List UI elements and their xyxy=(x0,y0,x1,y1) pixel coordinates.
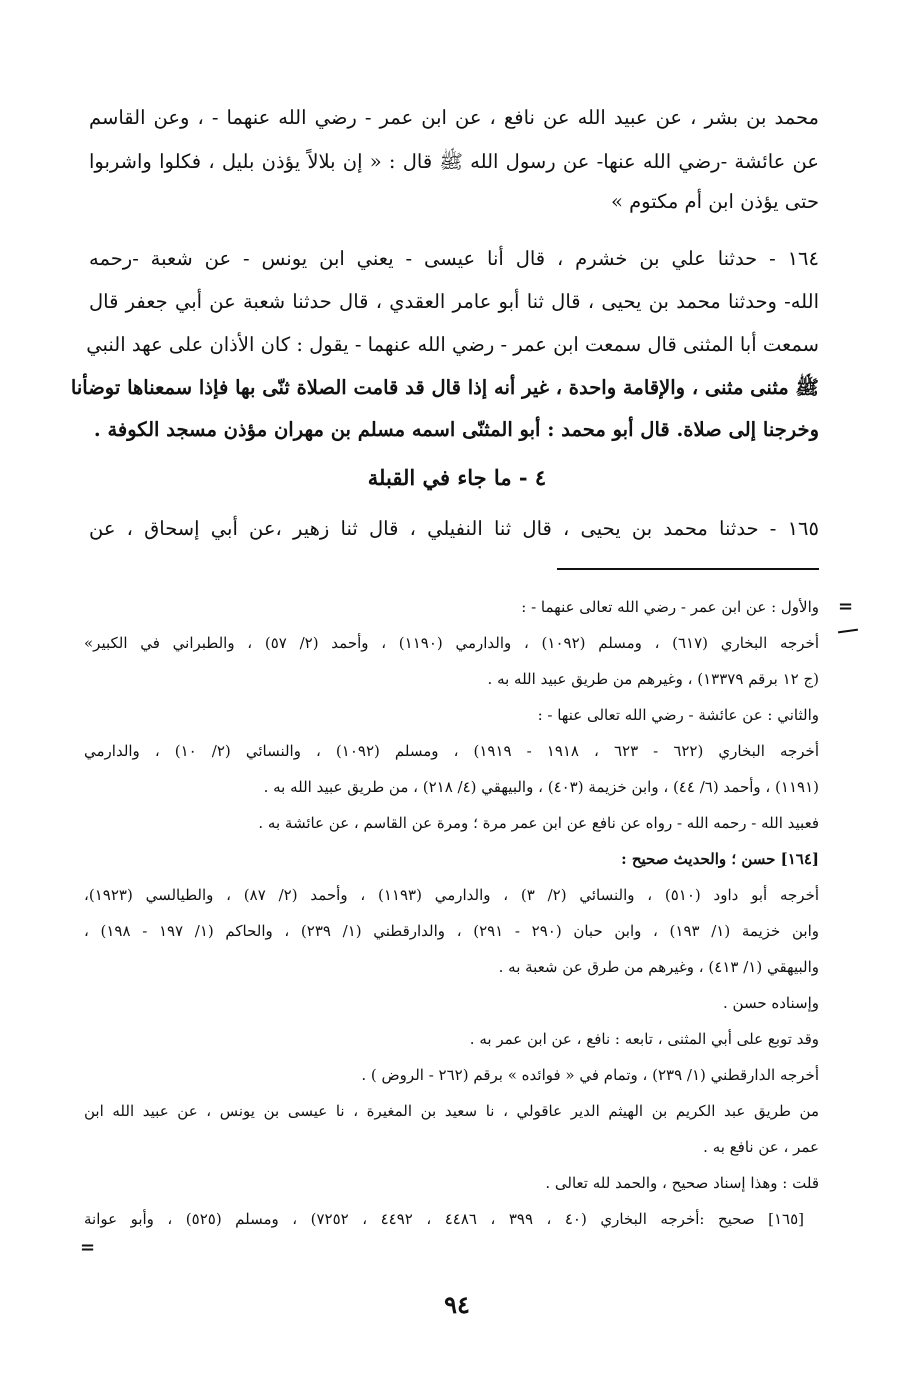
footnote-line-18: [١٦٥] صحيح :أخرجه البخاري (٤٠ ، ٣٩٩ ، ٤٤٨٦ ، ٤٤٩٢ ، ٧٢٥٢) ، ومسلم (٥٢٥) ، وأبو عوانة xyxy=(84,1210,804,1228)
footnote-line-1: والأول : عن ابن عمر - رضي الله تعالى عنهما - : xyxy=(521,598,819,616)
footnote-line-15: من طريق عبد الكريم بن الهيثم الدير عاقولي ، نا سعيد بن المغيرة ، نا عيسى بن يونس ، عن عبيد الله ابن xyxy=(84,1102,819,1120)
continuation-marker-bottom: = xyxy=(80,1237,96,1258)
footnote-line-4: والثاني : عن عائشة - رضي الله تعالى عنها - : xyxy=(537,706,819,724)
footnote-line-9: أخرجه أبو داود (٥١٠) ، والنسائي (٢/ ٣) ، والدارمي (١١٩٣) ، وأحمد (٢/ ٨٧) ، والطيالسي (١٩٢٣)، xyxy=(84,886,820,904)
footnote-line-14: أخرجه الدارقطني (١/ ٢٣٩) ، وتمام في « فوائده » برقم (٢٦٢ - الروض ) . xyxy=(361,1066,819,1084)
footnote-line-13: وقد توبع على أبي المثنى ، تابعه : نافع ، عن ابن عمر به . xyxy=(469,1030,819,1048)
hadith-164-line-1: ١٦٤ - حدثنا علي بن خشرم ، قال أنا عيسى - يعني ابن يونس - عن شعبة -رحمه xyxy=(89,247,819,270)
main-text-line-1: محمد بن بشر ، عن عبيد الله عن نافع ، عن ابن عمر - رضي الله عنهما - ، وعن القاسم xyxy=(89,106,819,129)
page-number: ٩٤ xyxy=(444,1290,470,1319)
hadith-164-line-2: الله- وحدثنا محمد بن يحيى ، قال ثنا أبو عامر العقدي ، قال حدثنا شعبة عن أبي جعفر قال xyxy=(89,290,819,313)
footnote-line-11: والبيهقي (١/ ٤١٣) ، وغيرهم من طرق عن شعبة به . xyxy=(498,958,819,976)
hadith-164-line-3: سمعت أبا المثنى قال سمعت ابن عمر - رضي الله عنهما - يقول : كان الأذان على عهد النبي xyxy=(86,333,819,356)
footnote-line-12: وإسناده حسن . xyxy=(723,994,819,1012)
footnote-line-8: [١٦٤] حسن ؛ والحديث صحيح : xyxy=(621,850,819,868)
footnote-line-6: (١١٩١) ، وأحمد (٦/ ٤٤) ، وابن خزيمة (٤٠٣) ، والبيهقي (٤/ ٢١٨) ، من طريق عبيد الله به . xyxy=(263,778,819,796)
continuation-marker-top: = xyxy=(838,596,854,617)
footnote-dash xyxy=(838,629,858,634)
footnote-line-2: أخرجه البخاري (٦١٧) ، ومسلم (١٠٩٢) ، والدارمي (١١٩٠) ، وأحمد (٢/ ٥٧) ، والطبراني في الكبير» xyxy=(84,634,819,652)
hadith-165-line: ١٦٥ - حدثنا محمد بن يحيى ، قال ثنا النفيلي ، قال ثنا زهير ،عن أبي إسحاق ، عن xyxy=(89,517,819,540)
hadith-164-line-4: ﷺ مثنى مثنى ، والإقامة واحدة ، غير أنه إذا قال قد قامت الصلاة ثنّى بها فإذا سمعناها توضأنا xyxy=(70,376,819,399)
chapter-heading: ٤ - ما جاء في القبلة xyxy=(367,465,547,490)
footnote-line-5: أخرجه البخاري (٦٢٢ - ٦٢٣ ، ١٩١٨ - ١٩١٩) ، ومسلم (١٠٩٢) ، والنسائي (٢/ ١٠) ، والدارمي xyxy=(84,742,819,760)
footnote-line-16: عمر ، عن نافع به . xyxy=(703,1138,819,1156)
footnote-line-3: (ج ١٢ برقم ١٣٣٧٩) ، وغيرهم من طريق عبيد الله به . xyxy=(487,670,819,688)
footnote-line-17: قلت : وهذا إسناد صحيح ، والحمد لله تعالى . xyxy=(545,1174,819,1192)
footnote-line-7: فعبيد الله - رحمه الله - رواه عن نافع عن ابن عمر مرة ؛ ومرة عن القاسم ، عن عائشة به . xyxy=(258,814,819,832)
hadith-164-line-5: وخرجنا إلى صلاة. قال أبو محمد : أبو المثنّى اسمه مسلم بن مهران مؤذن مسجد الكوفة . xyxy=(93,418,819,441)
footnote-separator xyxy=(557,568,819,570)
footnote-line-10: وابن خزيمة (١/ ١٩٣) ، وابن حبان (٢٩٠ - ٢٩١) ، والدارقطني (١/ ٢٣٩) ، والحاكم (١/ ١٩٧ - ١٩٨) ، xyxy=(84,922,819,940)
main-text-line-2: عن عائشة -رضي الله عنها- عن رسول الله ﷺ قال : « إن بلالاً يؤذن بليل ، فكلوا واشربوا xyxy=(89,150,819,173)
main-text-line-3: حتى يؤذن ابن أم مكتوم » xyxy=(610,190,819,213)
